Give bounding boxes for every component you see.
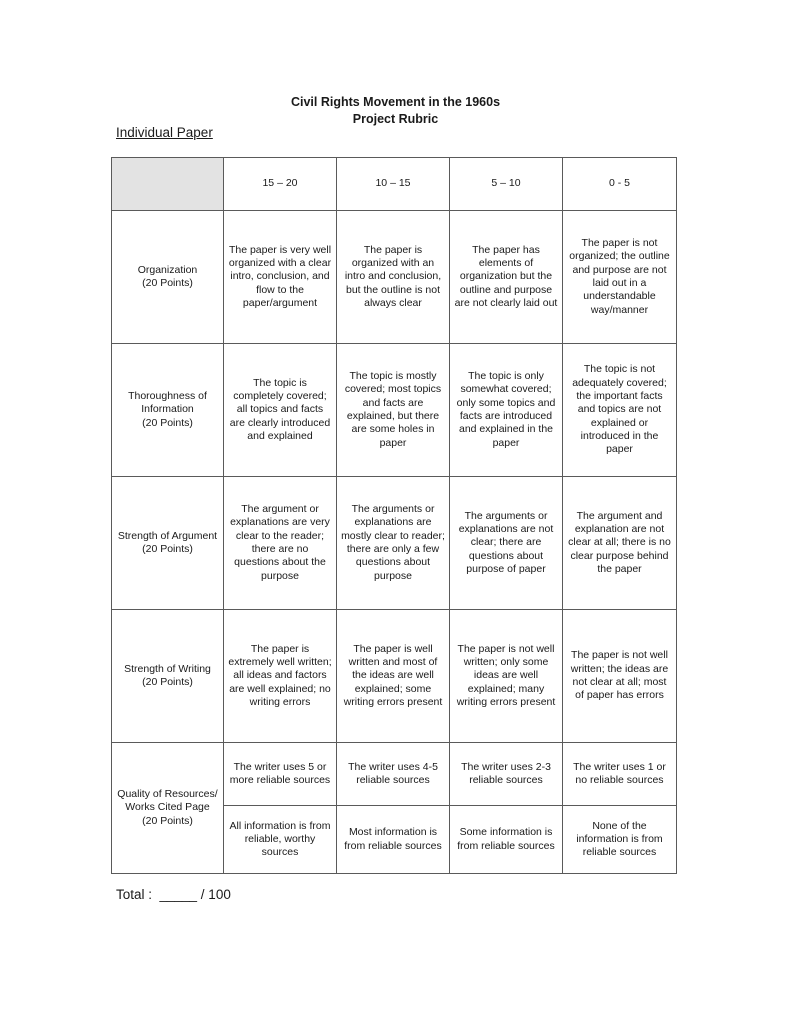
- descriptor-cell: The writer uses 5 or more reliable sources: [224, 743, 337, 806]
- descriptor-cell: The argument and explanation are not clear at all; there is no clear purpose behind the paper: [563, 477, 677, 610]
- descriptor-cell: None of the information is from reliable sources: [563, 806, 677, 874]
- rubric-row: [112, 477, 677, 610]
- total-score-line: Total : _____ / 100: [116, 887, 231, 902]
- descriptor-cell: The topic is completely covered; all topics and facts are clearly introduced and explained: [224, 344, 337, 477]
- descriptor-cell: The arguments or explanations are not clear; there are questions about purpose of paper: [450, 477, 563, 610]
- criterion-name: Organization: [137, 263, 198, 276]
- rubric-row: [112, 743, 677, 806]
- document-title: Civil Rights Movement in the 1960s: [290, 95, 501, 109]
- rubric-table: [111, 157, 677, 874]
- descriptor-cell: The paper is not well written; the ideas are not clear at all; most of paper has errors: [563, 610, 677, 743]
- criterion-points: (20 Points): [142, 543, 193, 555]
- header-corner-cell: [112, 158, 224, 211]
- descriptor-cell: The paper has elements of organization but the outline and purpose are not clearly laid out: [450, 211, 563, 344]
- criterion-cell: [112, 344, 224, 477]
- section-label: Individual Paper: [116, 125, 213, 140]
- descriptor-cell: The paper is extremely well written; all ideas and factors are well explained; no writing errors: [224, 610, 337, 743]
- descriptor-cell: Most information is from reliable sources: [337, 806, 450, 874]
- descriptor-cell: The arguments or explanations are mostly clear to reader; there are only a few questions about purpose: [337, 477, 450, 610]
- criterion-name: Quality of Resources/ Works Cited Page: [117, 788, 218, 814]
- document-subtitle: Project Rubric: [352, 112, 439, 126]
- rubric-row: [112, 211, 677, 344]
- descriptor-cell: The topic is only somewhat covered; only some topics and facts are introduced and explained in the paper: [450, 344, 563, 477]
- descriptor-cell: The paper is not organized; the outline and purpose are not laid out in a understandable way/manner: [563, 211, 677, 344]
- descriptor-cell: The paper is not well written; only some ideas are well explained; many writing errors present: [450, 610, 563, 743]
- score-header-cell: 10 – 15: [337, 158, 450, 211]
- criterion-cell: [112, 477, 224, 610]
- score-header-cell: 0 - 5: [563, 158, 677, 211]
- score-header-cell: 5 – 10: [450, 158, 563, 211]
- descriptor-cell: The writer uses 1 or no reliable sources: [563, 743, 677, 806]
- descriptor-cell: All information is from reliable, worthy sources: [224, 806, 337, 874]
- descriptor-cell: The argument or explanations are very clear to the reader; there are no questions about the purpose: [224, 477, 337, 610]
- descriptor-cell: The paper is organized with an intro and conclusion, but the outline is not always clear: [337, 211, 450, 344]
- rubric-row: [112, 610, 677, 743]
- criterion-cell: [112, 610, 224, 743]
- descriptor-cell: The topic is not adequately covered; the important facts and topics are not explained or introduced in the paper: [563, 344, 677, 477]
- rubric-row: [112, 344, 677, 477]
- criterion-points: (20 Points): [142, 416, 193, 429]
- score-header-cell: 15 – 20: [224, 158, 337, 211]
- criterion-name: Thoroughness of Information: [128, 390, 207, 416]
- criterion-points: (20 Points): [142, 814, 193, 827]
- descriptor-cell: Some information is from reliable sources: [450, 806, 563, 874]
- criterion-name: Strength of Argument: [117, 529, 218, 542]
- descriptor-cell: The topic is mostly covered; most topics and facts are explained, but there are some holes in paper: [337, 344, 450, 477]
- descriptor-cell: The paper is very well organized with a clear intro, conclusion, and flow to the paper/argument: [224, 211, 337, 344]
- criterion-points: (20 Points): [142, 676, 193, 688]
- descriptor-cell: The writer uses 4-5 reliable sources: [337, 743, 450, 806]
- criterion-cell: [112, 211, 224, 344]
- criterion-name: Strength of Writing: [124, 662, 211, 675]
- criterion-points: (20 Points): [142, 277, 193, 289]
- descriptor-cell: The paper is well written and most of the ideas are well explained; some writing errors present: [337, 610, 450, 743]
- criterion-cell: [112, 743, 224, 874]
- header-row: [112, 158, 677, 211]
- descriptor-cell: The writer uses 2-3 reliable sources: [450, 743, 563, 806]
